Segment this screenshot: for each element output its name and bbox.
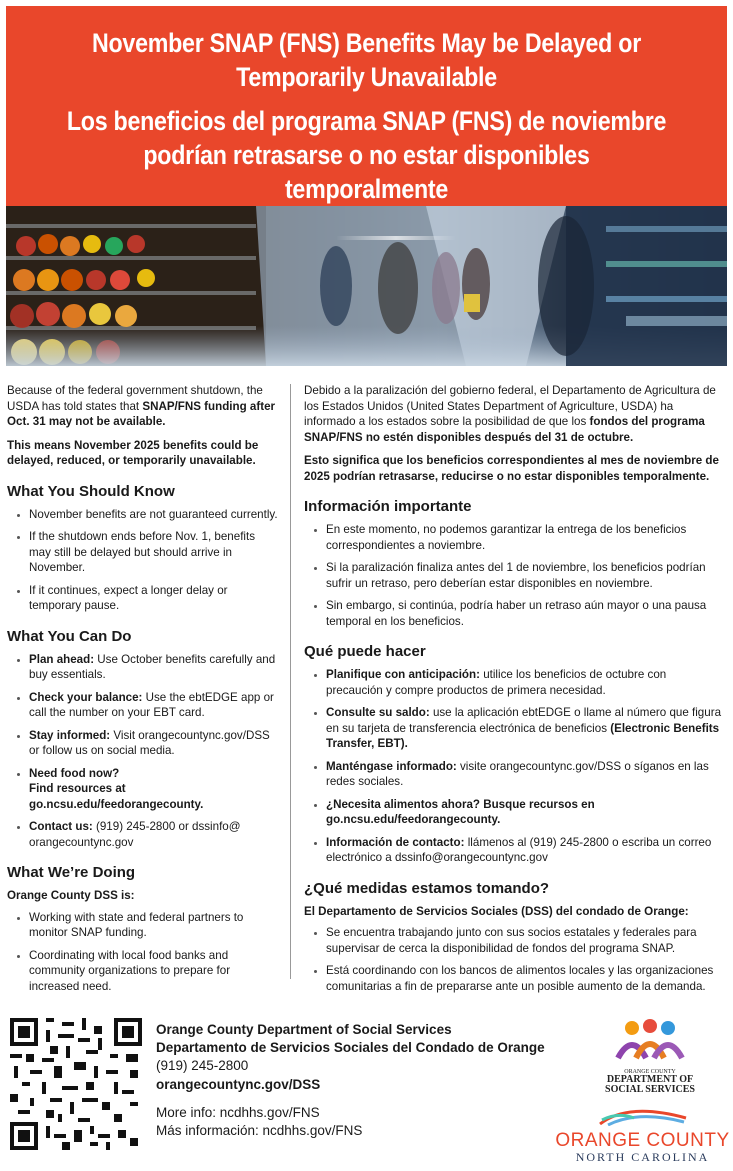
qr-code[interactable] — [10, 1018, 142, 1150]
footer — [0, 1000, 733, 1171]
phone-number: (919) 245-2800 — [156, 1058, 249, 1074]
do-list — [304, 667, 724, 866]
doing-list — [7, 910, 279, 995]
more-info-en[interactable]: More info: ncdhhs.gov/FNS — [156, 1104, 320, 1120]
list-item: • Manténgase informado: visite orangecountync.gov/DSS o síganos en las redes sociales. — [326, 759, 724, 790]
list-item: • Stay informed: Visit orangecountync.gov/DSS or follow us on social media. — [29, 728, 279, 759]
heading-what-you-can-do: What You Can Do — [7, 627, 132, 645]
intro-paragraph: Debido a la paralización del gobierno federal, el Departamento de Agricultura de los Estados Unidos (United States Department of Agriculture, USDA) ha informado a los estados sobre la posibilidad de que los fondos del programa SNAP/FNS no estén disponibles después del 31 de octubre. — [304, 384, 716, 444]
list-item: • Plan ahead: Use October benefits carefully and buy essentials. — [29, 652, 279, 683]
title-spanish: Los beneficios del programa SNAP (FNS) de noviembre podrían retrasarse o no estar disponibles temporalmente — [66, 106, 667, 204]
list-item: • Sin embargo, si continúa, podría haber un retraso aún mayor o una pausa temporal en los beneficios. — [326, 598, 724, 629]
dss-logo: ORANGE COUNTY DEPARTMENT OF SOCIAL SERVICES — [590, 1018, 710, 1098]
list-item: • En este momento, no podemos garantizar la entrega de los beneficios correspondientes a noviembre. — [326, 522, 724, 553]
list-item: • Si la paralización finaliza antes del 1 de noviembre, los beneficios podrían sufrir un retraso, pero deberían estar disponibles en noviembre. — [326, 560, 724, 591]
do-list — [7, 652, 279, 851]
list-item: • Planifique con anticipación: utilice los beneficios de octubre con precaución y compre productos de primera necesidad. — [326, 667, 724, 698]
list-item: • Coordinating with local food banks and community organizations to prepare for increased need. — [29, 948, 279, 995]
intro-emphasis: This means November 2025 benefits could be delayed, reduced, or temporarily unavailable. — [7, 438, 259, 467]
list-item: • Working with state and federal partners to monitor SNAP funding. — [29, 910, 279, 941]
doing-subheading: Orange County DSS is: — [7, 889, 135, 902]
grocery-store-photo — [6, 206, 727, 366]
list-item: • Información de contacto: llámenos al (919) 245-2800 o escriba un correo electrónico a dssinfo@orangecountync.gov — [326, 835, 724, 866]
heading-informacion-importante: Información importante — [304, 498, 472, 515]
doing-list — [304, 925, 724, 994]
title-english: November SNAP (FNS) Benefits May be Delayed or Temporarily Unavailable — [91, 28, 642, 92]
heading-que-puede-hacer: Qué puede hacer — [304, 643, 426, 660]
org-name-en: Orange County Department of Social Services — [156, 1022, 452, 1037]
spanish-column — [304, 383, 724, 1001]
heading-que-medidas: ¿Qué medidas estamos tomando? — [304, 879, 550, 897]
header-banner — [6, 6, 727, 206]
list-item: • Check your balance: Use the ebtEDGE app or call the number on your EBT card. — [29, 690, 279, 721]
heading-what-were-doing: What We’re Doing — [7, 864, 136, 881]
list-item: • Se encuentra trabajando junto con sus socios estatales y federales para supervisar de cerca la disponibilidad de fondos del programa SNAP. — [326, 925, 724, 956]
column-divider — [290, 384, 291, 979]
orange-county-logo: ORANGE COUNTY NORTH CAROLINA — [555, 1104, 730, 1164]
intro-paragraph: Because of the federal government shutdown, the USDA has told states that SNAP/FNS funding after Oct. 31 may not be available. — [7, 384, 276, 428]
org-name-es: Departamento de Servicios Sociales del Condado de Orange — [156, 1040, 545, 1056]
doing-subheading: El Departamento de Servicios Sociales (DSS) del condado de Orange: — [304, 904, 689, 918]
heading-what-you-should-know: What You Should Know — [7, 482, 175, 500]
intro-emphasis: Esto significa que los beneficios correspondientes al mes de noviembre de 2025 podrían retrasarse, reducirse o no estar disponibles temporalmente. — [304, 454, 719, 483]
list-item: • Consulte su saldo: use la aplicación ebtEDGE o llame al número que figura en su tarjeta de transferencia electrónica de beneficios (Electronic Benefits Transfer, EBT). — [326, 705, 724, 752]
list-item: • If it continues, expect a longer delay or temporary pause. — [29, 583, 279, 614]
more-info-es[interactable]: Más información: ncdhhs.gov/FNS — [156, 1123, 363, 1139]
list-item: • November benefits are not guaranteed currently. — [29, 507, 279, 523]
list-item: • ¿Necesita alimentos ahora? Busque recursos en go.ncsu.edu/feedorangecounty. — [326, 797, 724, 828]
know-list — [7, 507, 279, 614]
people-icon — [610, 1018, 690, 1062]
list-item: • If the shutdown ends before Nov. 1, benefits may still be delayed but should arrive in November. — [29, 529, 279, 576]
know-list — [304, 522, 724, 629]
website-link[interactable]: orangecountync.gov/DSS — [156, 1076, 321, 1092]
footer-contact — [156, 1021, 545, 1140]
english-column — [7, 383, 279, 1001]
list-item: • Need food now? Find resources at go.ncsu.edu/feedorangecounty. — [29, 766, 279, 813]
list-item: • Contact us: (919) 245-2800 or dssinfo@ orangecountync.gov — [29, 819, 279, 850]
hills-icon — [598, 1104, 688, 1126]
list-item: • Está coordinando con los bancos de alimentos locales y las organizaciones comunitarias a fin de prepararse ante un posible aumento de la demanda. — [326, 963, 724, 994]
